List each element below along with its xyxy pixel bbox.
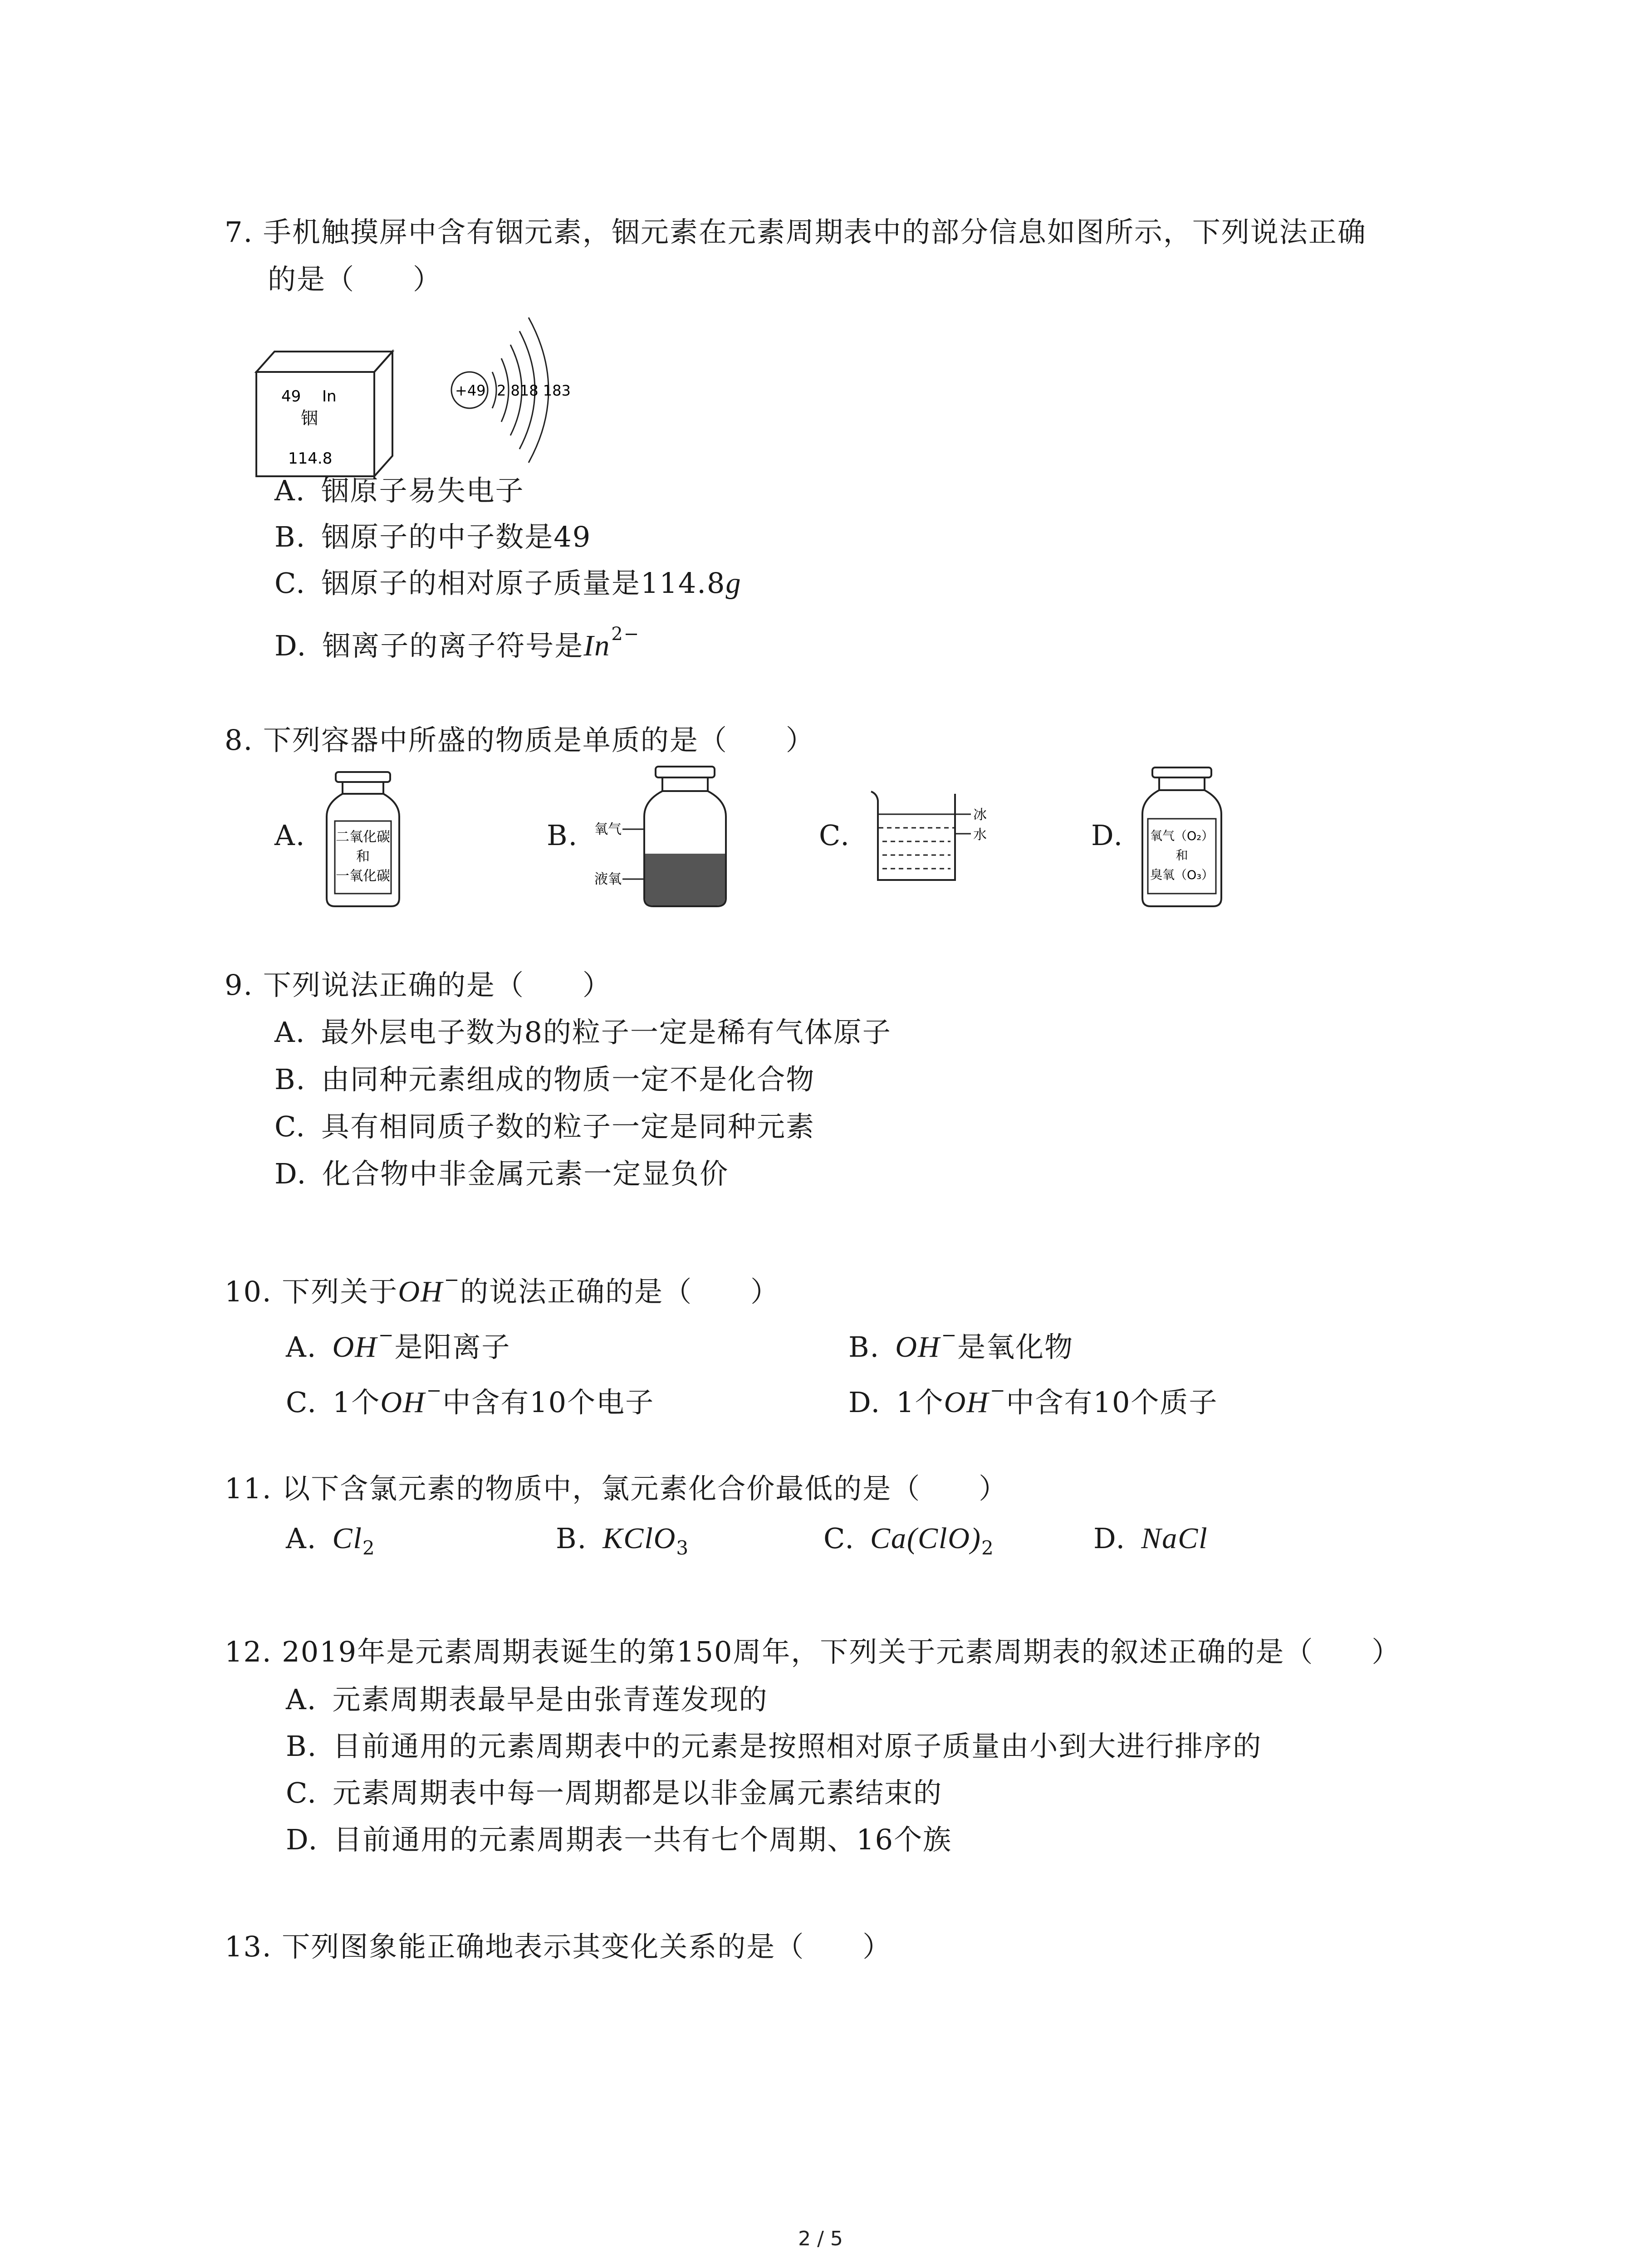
atomic-structure-figure	[447, 304, 610, 472]
q8-option-b-letter: B.	[547, 819, 578, 852]
q10-option-d: D. 1个OH−中含有10个质子	[848, 1380, 1218, 1419]
element-name: 铟	[301, 408, 318, 428]
q12-option-b: B. 目前通用的元素周期表中的元素是按照相对原子质量由小到大进行排序的	[286, 1730, 1262, 1763]
q7-option-b: B. 铟原子的中子数是49	[274, 520, 592, 553]
q7-stem-line1: 7. 手机触摸屏中含有铟元素，铟元素在元素周期表中的部分信息如图所示，下列说法正确	[225, 215, 1367, 249]
element-symbol: In	[322, 387, 337, 406]
q9-option-a: A. 最外层电子数为8的粒子一定是稀有气体原子	[274, 1016, 892, 1049]
q12-stem: 12. 2019年是元素周期表诞生的第150周年，下列关于元素周期表的叙述正确的是（ ）	[225, 1635, 1401, 1668]
bottle-a-line1: 二氧化碳	[336, 829, 390, 845]
q8-option-d-letter: D.	[1091, 819, 1124, 852]
q9-stem: 9. 下列说法正确的是（ ）	[225, 968, 612, 1002]
q8-stem: 8. 下列容器中所盛的物质是单质的是（ ）	[225, 723, 815, 757]
q11-option-b: B. KClO$_3$	[556, 1522, 690, 1559]
nucleus-charge: +49	[455, 382, 486, 399]
q8-option-a-letter: A.	[274, 819, 306, 852]
q12-option-d: D. 目前通用的元素周期表一共有七个周期、16个族	[286, 1823, 952, 1856]
bottle-b-top-label: 氧气	[594, 821, 622, 837]
q10-stem: 10. 下列关于OH−的说法正确的是（ ）	[225, 1270, 780, 1308]
q13-stem: 13. 下列图象能正确地表示其变化关系的是（ ）	[225, 1930, 892, 1963]
bottle-a	[318, 767, 422, 912]
bottle-d	[1134, 762, 1239, 912]
q10-option-a: A. OH−是阳离子	[286, 1325, 511, 1364]
beaker-c	[864, 785, 1000, 889]
element-number: 49	[281, 387, 301, 406]
beaker-c-label1: 冰	[973, 807, 987, 823]
element-card-figure	[247, 345, 397, 481]
element-mass: 114.8	[288, 450, 333, 468]
q11-stem: 11. 以下含氯元素的物质中，氯元素化合价最低的是（ ）	[225, 1472, 1008, 1505]
q8-option-c-letter: C.	[819, 819, 850, 852]
q7-option-c: C. 铟原子的相对原子质量是114.8g	[274, 567, 742, 600]
bottle-d-line2: 和	[1176, 849, 1188, 863]
q9-option-c: C. 具有相同质子数的粒子一定是同种元素	[274, 1110, 815, 1143]
bottle-d-line3: 臭氧（O₃）	[1150, 868, 1214, 882]
bottle-b	[590, 762, 740, 912]
q7-option-d: D. 铟离子的离子符号是$In^{2-}$	[274, 624, 640, 662]
q11-option-d: D. NaCl	[1093, 1522, 1208, 1555]
page-number: 2 / 5	[798, 2227, 843, 2250]
q10-option-c: C. 1个OH−中含有10个电子	[286, 1380, 655, 1419]
bottle-a-line3: 一氧化碳	[336, 868, 390, 884]
beaker-c-label2: 水	[973, 827, 987, 843]
electron-shells: 2 818 183	[497, 382, 571, 399]
bottle-b-bottom-label: 液氧	[594, 871, 622, 887]
bottle-a-line2: 和	[356, 849, 370, 865]
q9-option-d: D. 化合物中非金属元素一定显负价	[274, 1157, 729, 1190]
q11-option-a: A. $Cl_2$	[286, 1522, 376, 1559]
q12-option-c: C. 元素周期表中每一周期都是以非金属元素结束的	[286, 1776, 942, 1809]
q10-option-b: B. OH−是氧化物	[848, 1325, 1074, 1364]
q11-option-c: C. $Ca(ClO)_2$	[823, 1522, 994, 1559]
q12-option-a: A. 元素周期表最早是由张青莲发现的	[286, 1683, 768, 1716]
q7-stem-line2: 的是（ ）	[268, 263, 442, 296]
q9-option-b: B. 由同种元素组成的物质一定不是化合物	[274, 1063, 815, 1096]
q7-option-a: A. 铟原子易失电子	[274, 474, 524, 507]
bottle-d-line1: 氧气（O₂）	[1150, 829, 1214, 843]
